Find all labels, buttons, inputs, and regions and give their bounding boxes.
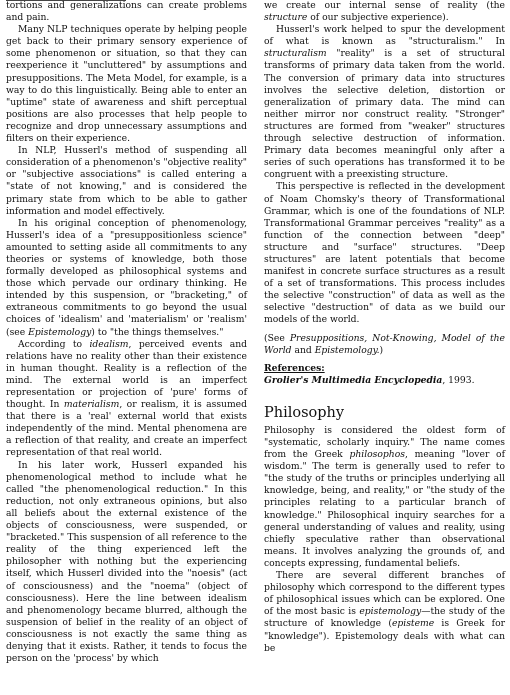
reference-entry — [264, 375, 505, 387]
text-run: of our subjective experience). — [307, 12, 449, 24]
text-run: , perceived events and relations have no reality other than their existence in human thought. Reality is a reflection of the mind. The external world is an imperfect representation or projection of 'pure' forms of thought. In — [6, 338, 247, 411]
text-run: ) — [379, 344, 384, 356]
text-run: (See — [264, 332, 290, 344]
text-run: ) to "the things themselves." — [91, 326, 224, 338]
text-run: —the study of the structure of knowledge ( — [264, 606, 506, 630]
paragraph: In his later work, Husserl expanded his phenomenological method to include what he called "the phenomenological reduction." In this reduction, not only extraneous opinions, but also all beliefs about the external existence of the objects of consciousness, were suspended, or "bracketed." This suspension of all reference to the reality of the thing experienced left the philosopher with nothing but the experiencing itself, which Husserl divided into the "noesis" (act of consciousness) and the "noema" (object of consciousness). Here the line between idealism and phenomenology became blurred, although the suspension of belief in the reality of an object of consciousness is not exactly the same thing as denying that it exists. Rather, it tends to focus the person on the 'process' by which — [6, 459, 247, 665]
references-heading: References: — [264, 362, 325, 374]
emphasis: structuralism — [264, 48, 327, 60]
text-run: is Greek for "knowledge"). Epistemology deals with what can be — [264, 618, 505, 654]
text-run: we create our internal sense of reality (the — [264, 0, 505, 11]
paragraph — [264, 425, 505, 570]
paragraph: Many NLP techniques operate by helping people get back to their primary sensory experience of some phenomenon or situation, so that they can reexperience it "uncluttered" by assumptions and presuppositions. The Meta Model, for example, is a way to do this linguistically. Being able to enter an "uptime" state of awareness and shift perceptual positions are also processes that help people to recognize and drop unnecessary assumptions and filters on their experience. — [6, 24, 247, 145]
emphasis: idealism — [89, 338, 129, 350]
text-run: Husserl's work helped to spur the development of what is known as "structuralism." In — [264, 24, 505, 48]
emphasis: epistemology — [359, 606, 422, 618]
paragraph: In NLP, Husserl's method of suspending all consideration of a phenomenon's "objective reality" or "subjective associations" is called entering a "state of not knowing," and is considered the primary state from which to be able to gather information and model effectively. — [6, 145, 247, 217]
emphasis: materialism — [63, 399, 120, 411]
text-run: According to — [18, 338, 90, 350]
right-column — [264, 0, 505, 655]
emphasis: philosophos — [349, 449, 405, 461]
paragraph — [264, 570, 505, 655]
paragraph — [264, 24, 505, 181]
reference-source: Grolier's Multimedia Encyclopedia — [264, 374, 443, 386]
text-run: Philosophy is considered the oldest form of "systematic, scholarly inquiry." The name comes from the Greek — [264, 424, 505, 461]
paragraph: tortions and generalizations can create problems and pain. — [6, 0, 247, 24]
left-column — [6, 0, 247, 665]
emphasis: Presuppositions, Not-Knowing, Model of the World — [264, 332, 505, 356]
text-run: and — [291, 344, 315, 356]
text-run: There are several different branches of philosophy which correspond to the different types of philosophical issues which can be explored. One of the most basic is — [264, 570, 505, 618]
see-also — [264, 333, 505, 357]
emphasis: structure — [264, 12, 308, 24]
text-run: , meaning "lover of wisdom." The term is generally used to refer to "the study of the truths or principles underlying all knowledge, being, and reality," or "the study of the principles relating to a particular branch of knowledge." Philosophical inquiry searches for a general understanding of values and reality, using chiefly speculative rather than observational means. It involves analyzing the grounds of, and concepts expressing, fundamental beliefs. — [264, 449, 505, 569]
section-title: Philosophy — [264, 404, 345, 421]
text-run: "reality" is a set of structural transforms of primary data taken from the world. The conversion of primary data into structures involves the selective deletion, distortion or generalization of primary data. The mind can neither mirror nor construct reality. "Stronger" structures are formed from "weaker" structures through selective destruction of information. Primary data becomes meaningful only after a series of such operations has transformed it to be congruent with a preexisting structure. — [264, 48, 505, 181]
paragraph — [6, 339, 247, 460]
paragraph — [6, 218, 247, 339]
reference-year: , 1993. — [442, 374, 475, 386]
text-run: In his original conception of phenomenology, Husserl's idea of a "presuppositionless science" amounted to setting aside all commitments to any theories or systems of knowledge, both those formally developed as philosophical systems and those which pervade our ordinary thinking. He intended by this suspension, or "bracketing," of extraneous commitments to go beyond the usual choices of 'idealism' and 'materialism' or 'realism' (see — [6, 217, 247, 338]
paragraph: This perspective is reflected in the development of Noam Chomsky's theory of Transformational Grammar, which is one of the foundations of NLP. Transformational Grammar perceives "reality" as a function of the connection between "deep" structure and "surface" structures. "Deep structures" are latent potentials that become manifest in concrete surface structures as a result of a set of transformations. This process includes the selective "construction" of data as well as the selective "destruction" of data as we build our models of the world. — [264, 181, 505, 326]
emphasis: episteme — [391, 618, 435, 630]
paragraph — [264, 0, 505, 24]
text-run: , or realism, it is assumed that there is a 'real' external world that exists independently of the mind. Mental phenomena are a reflection of that reality, and create an imperfect representation of that real world. — [6, 399, 247, 459]
emphasis: Epistemology — [28, 326, 92, 338]
emphasis: Epistemology. — [314, 344, 380, 356]
